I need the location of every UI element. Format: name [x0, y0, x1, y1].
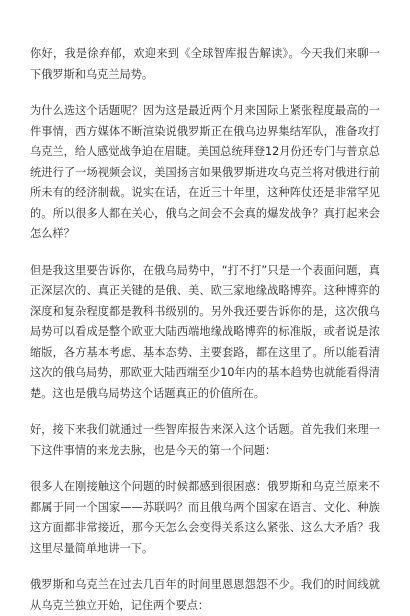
paragraph-first-question: 好，接下来我们就通过一些智库报告来深入这个话题。首先我们来理一下这件事情的来龙去脉，也是今天的第一个问题： [30, 423, 380, 457]
paragraph-why-topic: 为什么选这个话题呢？因为这是最近两个月来国际上紧张程度最高的一件事情，西方媒体不断渲染说俄罗斯正在俄乌边界集结军队，准备攻打乌克兰，给人感觉战争迫在眉睫。美国总统拜登12月份还专门与普京总统进行了一场视频会议，美国扬言如果俄罗斯进攻乌克兰将对俄进行前所未有的经济制裁。说实在话，在近三十年里，这种阵仗还是非常罕见的。所以很多人都在关心，俄乌之间会不会真的爆发战争？真打起来会怎么样？ [30, 104, 380, 240]
paragraph-timeline: 俄罗斯和乌克兰在过去几百年的时间里恩恩怨怨不少。我们的时间线就从乌克兰独立开始，记住两个要点： [30, 578, 380, 612]
paragraph-strategic-game: 但是我这里要告诉你，在俄乌局势中，“打不打”只是一个表面问题，真正深层次的、真正关键的是俄、美、欧三家地缘战略博弈。这种博弈的深度和复杂程度都是教科书级别的。另外我还要告诉你的是，这次俄乌局势可以看成是整个欧亚大陆西端地缘战略博弈的标准版，或者说是浓缩版，各方基本考虑、基本态势、主要套路，都在这里了。所以能看清这次的俄乌局势，那欧亚大陆西端至少10年内的基本趋势也就能看得清楚。这也是俄乌局势这个话题真正的价值所在。 [30, 263, 380, 400]
paragraph-confusion: 很多人在刚接触这个问题的时候都感到很困惑：俄罗斯和乌克兰原来不都属于同一个国家——苏联吗？而且俄乌两个国家在语言、文化、种族这方面都非常接近，那今天怎么会变得关系这么紧张、这么大矛盾？我这里尽量简单地讲一下。 [30, 480, 380, 555]
paragraph-intro: 你好，我是徐弃郁，欢迎来到《全球智库报告解读》。今天我们来聊一下俄罗斯和乌克兰局势。 [30, 47, 380, 81]
